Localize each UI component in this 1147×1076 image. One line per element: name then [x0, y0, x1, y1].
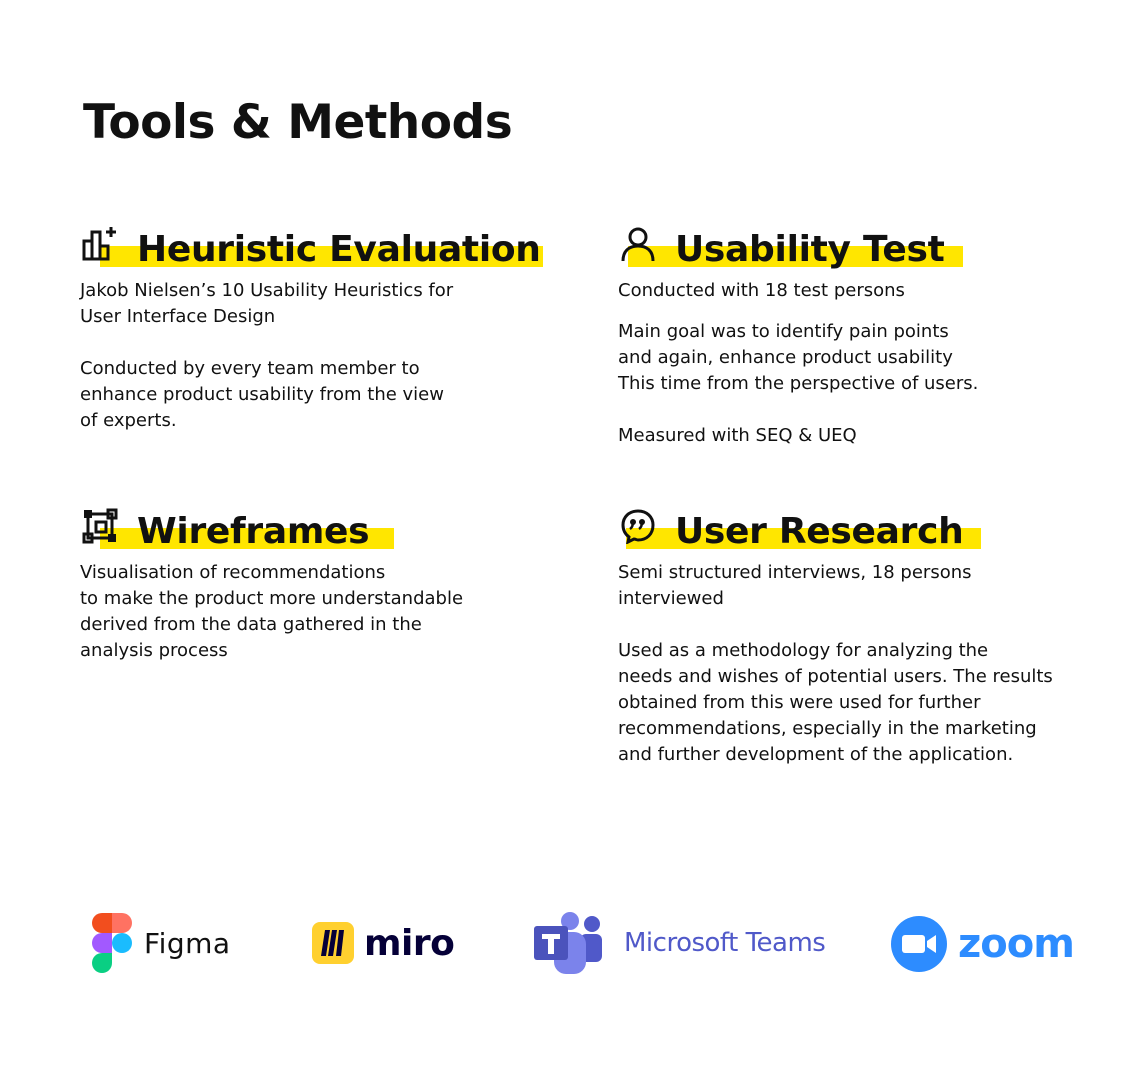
quote-bubble-icon [620, 508, 656, 544]
section-title: Usability Test [675, 229, 945, 270]
section-paragraph: Measured with SEQ & UEQ [618, 425, 857, 446]
section-title: Wireframes [137, 511, 370, 552]
section-header [618, 508, 1088, 560]
section-usability-test [618, 226, 1088, 475]
miro-logo [312, 922, 454, 964]
miro-logo-icon [312, 922, 354, 964]
section-heuristic-evaluation [80, 226, 560, 460]
section-header [80, 226, 560, 278]
section-paragraph: Conducted by every team member to enhance product usability from the view of experts. [80, 358, 444, 431]
section-paragraph: Conducted with 18 test persons [618, 280, 905, 301]
zoom-logo-icon [890, 915, 948, 973]
zoom-logo [890, 915, 1074, 973]
page-title: Tools & Methods [83, 95, 513, 150]
section-title: User Research [675, 511, 964, 552]
section-paragraph: Visualisation of recommendations to make the product more understandable derived from the data gathered in the analysis process [80, 562, 464, 661]
figma-logo-label: Figma [144, 926, 231, 960]
figma-logo [92, 913, 231, 973]
section-header [618, 226, 1088, 278]
microsoft-teams-logo-icon [534, 912, 602, 974]
figma-logo-icon [92, 913, 132, 973]
zoom-logo-label: zoom [958, 921, 1074, 967]
section-paragraph: Used as a methodology for analyzing the needs and wishes of potential users. The results obtained from this were used for further recommendations, especially in the marketing and further development of the application. [618, 640, 1053, 765]
frame-icon [82, 508, 118, 544]
section-wireframes [80, 508, 560, 690]
section-paragraph: Semi structured interviews, 18 persons interviewed [618, 562, 972, 609]
bar-chart-plus-icon [82, 226, 118, 262]
tool-logos-row [0, 905, 1147, 985]
microsoft-teams-logo [534, 912, 825, 974]
section-title: Heuristic Evaluation [137, 229, 541, 270]
microsoft-teams-logo-label: Microsoft Teams [624, 928, 826, 958]
section-paragraph: Main goal was to identify pain points and again, enhance product usability This time from the perspective of users. [618, 321, 979, 394]
user-icon [620, 226, 656, 262]
section-header [80, 508, 560, 560]
section-paragraph: Jakob Nielsen’s 10 Usability Heuristics for User Interface Design [80, 280, 454, 327]
miro-logo-label: miro [364, 922, 455, 964]
section-user-research [618, 508, 1088, 794]
